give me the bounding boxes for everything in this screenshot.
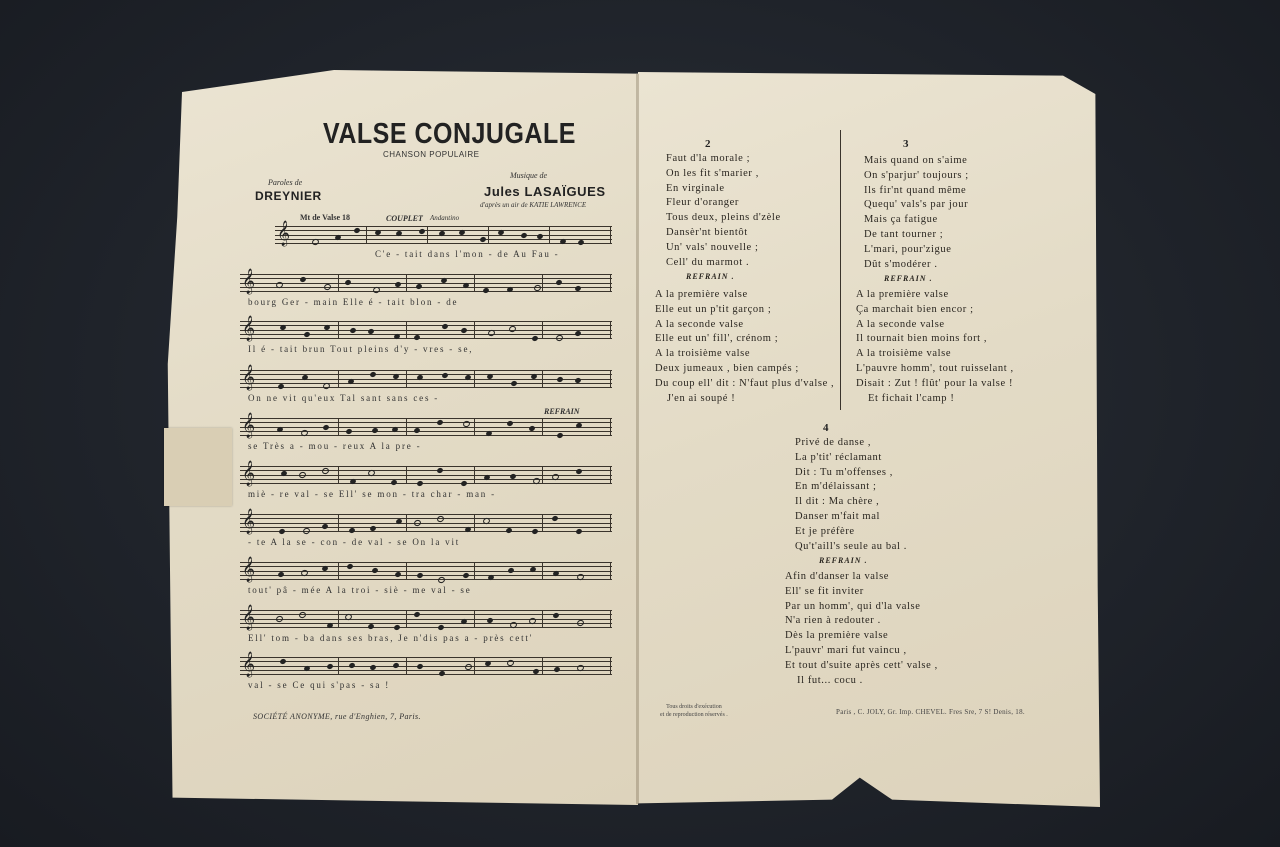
song-title: VALSE CONJUGALE: [323, 117, 576, 151]
staff-system: [240, 653, 612, 699]
bar-line: [542, 466, 543, 484]
note-head: [508, 325, 517, 333]
note-head: [556, 432, 563, 439]
note-head: [507, 567, 514, 574]
verse-4-refrain: [785, 570, 938, 688]
note-head: [322, 424, 329, 431]
note-head: [553, 666, 560, 673]
bar-line: [610, 610, 611, 628]
staff-system: [240, 317, 612, 363]
note-head: [577, 239, 584, 246]
bar-line: [406, 514, 407, 532]
lyricist-name: DREYNIER: [255, 189, 322, 203]
note-head: [353, 227, 360, 234]
note-head: [392, 662, 399, 669]
refrain-line: Par un homm', qui d'la valse: [785, 600, 921, 612]
note-head: [464, 374, 471, 381]
note-head: [280, 470, 287, 477]
verse-2-number: 2: [705, 138, 711, 150]
note-head: [394, 571, 401, 578]
bar-line: [474, 274, 475, 292]
refrain-line: N'a rien à redouter .: [785, 615, 881, 627]
verse-line: En m'délaissant ;: [795, 481, 877, 493]
refrain-line: Dès la première valse: [785, 630, 889, 642]
note-head: [301, 374, 308, 381]
bar-line: [338, 514, 339, 532]
staff-lines: [275, 221, 612, 246]
note-head: [311, 238, 320, 246]
treble-clef-icon: 𝄞: [242, 509, 256, 534]
treble-clef-icon: 𝄞: [277, 221, 291, 246]
bar-line: [338, 562, 339, 580]
staff-system: [240, 414, 612, 460]
verse-line: Cell' du marmot .: [666, 256, 750, 268]
note-head: [574, 330, 581, 337]
bar-line: [406, 274, 407, 292]
refrain-line: L'pauvr' mari fut vaincu ,: [785, 644, 907, 656]
bar-line: [610, 562, 611, 580]
arrangement-note: d'après un air de KATIE LAWRENCE: [480, 201, 587, 209]
center-fold: [636, 74, 639, 804]
note-head: [371, 427, 378, 434]
note-head: [413, 334, 420, 341]
bar-line: [488, 226, 489, 244]
staff-lines: [240, 269, 612, 294]
verse-line: Dansèr'nt bientôt: [666, 226, 748, 238]
note-head: [302, 527, 311, 535]
note-head: [510, 380, 517, 387]
bar-line: [542, 418, 543, 436]
verse-line: Il dit : Ma chère ,: [795, 496, 880, 508]
bar-line: [542, 610, 543, 628]
verse-3-lines: [864, 154, 969, 287]
note-head: [344, 613, 353, 621]
refrain-heading: REFRAIN .: [884, 274, 933, 284]
bar-line: [542, 514, 543, 532]
note-head: [344, 279, 351, 286]
verse-line: Dit : Tu m'offenses ,: [795, 466, 894, 478]
lyric-line: Il é - tait brun Tout pleins d'y - vres - se,: [248, 344, 474, 354]
note-head: [395, 230, 402, 237]
staff-system: [240, 366, 612, 412]
bar-line: [474, 657, 475, 675]
song-subtitle: CHANSON POPULAIRE: [383, 150, 480, 159]
note-head: [345, 428, 352, 435]
composer-label: Musique de: [510, 171, 548, 180]
bar-line: [610, 418, 611, 436]
note-head: [390, 479, 397, 486]
bar-line: [610, 514, 611, 532]
refrain-line: Elle eut un' fill', crénom ;: [655, 333, 779, 345]
bar-line: [427, 226, 428, 244]
verse-2-lines: [666, 152, 781, 285]
bar-line: [406, 657, 407, 675]
note-head: [416, 374, 423, 381]
note-head: [479, 236, 486, 243]
refrain-line: Il tournait bien moins fort ,: [856, 333, 988, 345]
note-head: [482, 287, 489, 294]
verse-line: De tant tourner ;: [864, 228, 944, 240]
bar-line: [542, 562, 543, 580]
staff-system: [240, 558, 612, 604]
lyric-line: se Très a - mou - reux A la pre -: [248, 441, 422, 451]
bar-line: [474, 370, 475, 388]
treble-clef-icon: 𝄞: [242, 365, 256, 390]
note-head: [326, 663, 333, 670]
note-head: [482, 517, 491, 525]
refrain-line: Et tout d'suite après cett' valse ,: [785, 659, 938, 671]
note-head: [555, 279, 562, 286]
lyric-line: miè - re val - se Ell' se mon - tra char - man -: [248, 489, 496, 499]
bar-line: [610, 657, 611, 675]
rights-line: et de reproduction réservés .: [660, 712, 728, 719]
note-head: [436, 419, 443, 426]
note-head: [303, 331, 310, 338]
treble-clef-icon: 𝄞: [242, 605, 256, 630]
note-head: [413, 611, 420, 618]
refrain-line: Ça marchait bien encor ;: [856, 303, 974, 315]
bar-line: [474, 466, 475, 484]
bar-line: [406, 321, 407, 339]
note-head: [371, 567, 378, 574]
note-head: [529, 566, 536, 573]
note-head: [437, 576, 446, 584]
note-head: [460, 327, 467, 334]
rights-line: Tous droits d'exécution: [666, 704, 722, 710]
bar-line: [549, 226, 550, 244]
treble-clef-icon: 𝄞: [242, 461, 256, 486]
treble-clef-icon: 𝄞: [242, 413, 256, 438]
refrain-line: A la troisième valse: [655, 348, 751, 360]
staff-lines: [240, 509, 612, 534]
verse-line: On s'parjur' toujours ;: [864, 169, 969, 181]
refrain-marker: REFRAIN: [544, 407, 580, 416]
bar-line: [474, 610, 475, 628]
staff-system: [240, 270, 612, 316]
refrain-heading: REFRAIN .: [819, 556, 868, 566]
note-head: [277, 571, 284, 578]
verse-3-refrain: [856, 288, 1014, 406]
verse-line: Quequ' vals's par jour: [864, 199, 969, 211]
refrain-line: Ell' se fit inviter: [785, 585, 864, 597]
verse-4-number: 4: [823, 422, 829, 434]
bar-line: [542, 321, 543, 339]
note-head: [346, 563, 353, 570]
refrain-line: A la seconde valse: [856, 318, 945, 330]
tempo-marking: Andantino: [430, 214, 460, 222]
bar-line: [338, 274, 339, 292]
bar-line: [610, 466, 611, 484]
note-head: [436, 467, 443, 474]
staff-system: [240, 606, 612, 652]
refrain-line: Elle eut un p'tit garçon ;: [655, 303, 772, 315]
note-head: [487, 329, 496, 337]
refrain-line: A la troisième valse: [856, 348, 952, 360]
treble-clef-icon: 𝄞: [242, 269, 256, 294]
lyric-line: val - se Ce qui s'pas - sa !: [248, 680, 390, 690]
verse-line: En virginale: [666, 182, 725, 194]
refrain-line: Deux jumeaux , bien campés ;: [655, 362, 799, 374]
treble-clef-icon: 𝄞: [242, 557, 256, 582]
bar-line: [406, 610, 407, 628]
refrain-line: Disait : Zut ! flût' pour la valse !: [856, 377, 1014, 389]
note-head: [551, 515, 558, 522]
lyric-line: Ell' tom - ba dans ses bras, Je n'dis pas a - près cett': [248, 633, 534, 643]
bar-line: [406, 418, 407, 436]
note-head: [413, 519, 422, 527]
note-head: [413, 427, 420, 434]
bar-line: [338, 418, 339, 436]
treble-clef-icon: 𝄞: [242, 652, 256, 677]
note-head: [395, 518, 402, 525]
rights-notice: [660, 703, 728, 719]
note-head: [321, 523, 328, 530]
bar-line: [406, 370, 407, 388]
note-head: [367, 623, 374, 630]
bar-line: [406, 562, 407, 580]
verse-line: On les fit s'marier ,: [666, 167, 759, 179]
bar-line: [542, 274, 543, 292]
note-head: [462, 572, 469, 579]
note-head: [520, 232, 527, 239]
refrain-line: A la première valse: [655, 289, 748, 300]
bar-line: [542, 657, 543, 675]
verse-line: Mais quand on s'aime: [864, 155, 968, 166]
bar-line: [474, 562, 475, 580]
refrain-line: Et fichait l'camp !: [868, 392, 955, 404]
note-head: [460, 480, 467, 487]
bar-line: [610, 226, 611, 244]
refrain-line: J'en ai soupé !: [667, 392, 736, 404]
refrain-line: Du coup ell' dit : N'faut plus d'valse ,: [655, 377, 835, 389]
bar-line: [542, 370, 543, 388]
note-head: [275, 615, 284, 623]
bar-line: [338, 466, 339, 484]
printer-imprint: Paris , C. JOLY, Gr. Imp. CHEVEL. Fres Sre, 7 S! Denis, 18.: [836, 708, 1025, 716]
publisher-footer: SOCIÉTÉ ANONYME, rue d'Enghien, 7, Paris.: [253, 712, 421, 721]
bar-line: [474, 514, 475, 532]
lyric-line: tout' pâ - mée A la troi - siè - me val - se: [248, 585, 472, 595]
note-head: [322, 382, 331, 390]
verse-line: Faut d'la morale ;: [666, 153, 751, 164]
bar-line: [610, 321, 611, 339]
bar-line: [338, 321, 339, 339]
note-head: [416, 572, 423, 579]
bar-line: [338, 657, 339, 675]
verse-line: Qu't'aill's seule au bal .: [795, 540, 907, 552]
note-head: [278, 528, 285, 535]
verse-line: Dût s'modérer .: [864, 258, 938, 270]
lyric-line: - te A la se - con - de val - se On la vit: [248, 537, 461, 547]
verse-4-lines: [795, 436, 907, 569]
note-head: [369, 371, 376, 378]
note-head: [575, 422, 582, 429]
verse-line: Privé de danse ,: [795, 437, 872, 448]
verse-line: Ils fir'nt quand même: [864, 184, 967, 196]
note-head: [367, 469, 376, 477]
note-head: [437, 624, 444, 631]
staff-lines: [240, 365, 612, 390]
note-head: [348, 662, 355, 669]
note-head: [415, 283, 422, 290]
verse-line: La p'tit' réclamant: [795, 451, 882, 463]
note-head: [323, 283, 332, 291]
note-head: [438, 230, 445, 237]
note-head: [505, 527, 512, 534]
staff-system: [240, 510, 612, 556]
column-divider: [840, 130, 841, 410]
refrain-heading: REFRAIN .: [686, 272, 735, 282]
lyric-line: C'e - tait dans l'mon - de Au Fau -: [375, 249, 560, 259]
staff-lines: [240, 652, 612, 677]
note-head: [531, 335, 538, 342]
verse-line: Un' vals' nouvelle ;: [666, 241, 759, 253]
note-head: [555, 334, 564, 342]
note-head: [298, 471, 307, 479]
note-head: [416, 663, 423, 670]
verse-3-number: 3: [903, 138, 909, 150]
bar-line: [406, 466, 407, 484]
lyricist-label: Paroles de: [268, 178, 303, 187]
verse-line: Danser m'fait mal: [795, 510, 880, 522]
verse-line: Fleur d'oranger: [666, 197, 739, 209]
refrain-line: L'pauvre homm', tout ruisselant ,: [856, 362, 1014, 374]
note-head: [349, 327, 356, 334]
verse-line: Tous deux, pleins d'zèle: [666, 212, 781, 224]
staff-lines: [240, 316, 612, 341]
bar-line: [474, 321, 475, 339]
bar-line: [474, 418, 475, 436]
note-head: [277, 383, 284, 390]
note-head: [575, 528, 582, 535]
composer-name: Jules LASAÏGUES: [484, 184, 606, 199]
staff-system: [275, 222, 612, 268]
note-head: [372, 286, 381, 294]
section-label: Mt de Valse 18: [300, 213, 350, 222]
verse-line: Et je préfère: [795, 525, 855, 537]
staff-lines: [240, 557, 612, 582]
note-head: [438, 670, 445, 677]
staff-system: [240, 462, 612, 508]
lyric-line: bourg Ger - main Elle é - tait blon - de: [248, 297, 459, 307]
note-head: [348, 527, 355, 534]
note-head: [531, 528, 538, 535]
note-head: [556, 376, 563, 383]
bar-line: [610, 274, 611, 292]
refrain-line: Afin d'danser la valse: [785, 571, 890, 582]
verse-line: Mais ça fatigue: [864, 214, 938, 226]
bar-line: [338, 610, 339, 628]
verse-line: L'mari, pour'zigue: [864, 243, 952, 255]
treble-clef-icon: 𝄞: [242, 316, 256, 341]
note-head: [279, 658, 286, 665]
refrain-line: A la première valse: [856, 289, 949, 300]
staff-lines: [240, 413, 612, 438]
note-head: [393, 624, 400, 631]
bar-line: [366, 226, 367, 244]
lyric-line: On ne vit qu'eux Tal sant sans ces -: [248, 393, 440, 403]
bar-line: [338, 370, 339, 388]
refrain-line: Il fut... cocu .: [797, 674, 863, 686]
couplet-label: COUPLET: [386, 214, 423, 223]
paper-repair-patch: [164, 428, 232, 506]
staff-lines: [240, 461, 612, 486]
verse-2-refrain: [655, 288, 834, 406]
note-head: [416, 480, 423, 487]
note-head: [576, 619, 585, 627]
staff-lines: [240, 605, 612, 630]
refrain-line: A la seconde valse: [655, 318, 744, 330]
bar-line: [610, 370, 611, 388]
